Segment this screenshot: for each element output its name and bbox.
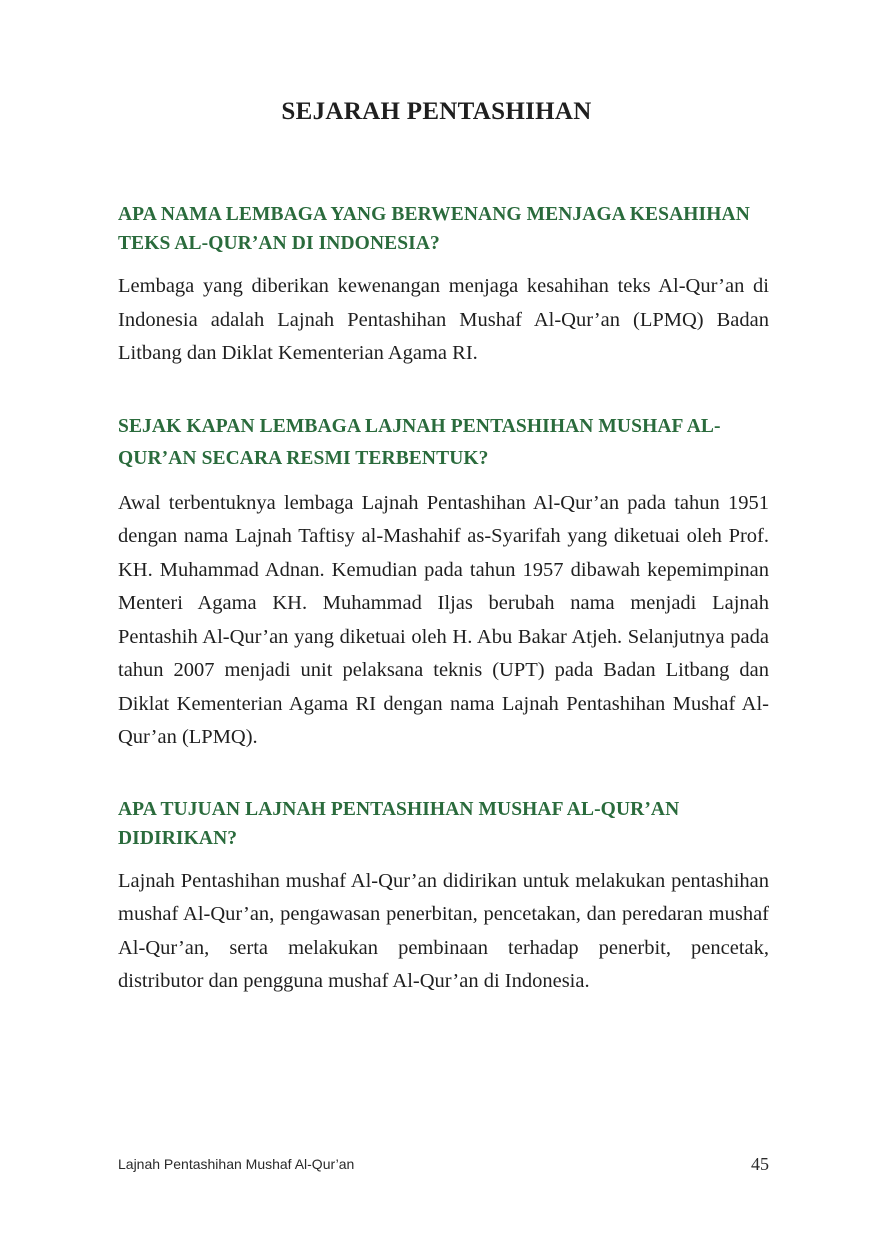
question-heading: SEJAK KAPAN LEMBAGA LAJNAH PENTASHIHAN MUSHAF AL-QUR’AN SECARA RESMI TERBENTUK? bbox=[118, 415, 721, 469]
page-title: SEJARAH PENTASHIHAN bbox=[281, 98, 592, 125]
running-title: Lajnah Pentashihan Mushaf Al-Qur’an bbox=[118, 1156, 355, 1172]
answer-paragraph: Awal terbentuknya lembaga Lajnah Pentashihan Al-Qur’an pada tahun 1951 dengan nama Lajnah Taftisy al-Mashahif as-Syarifah yang diketuai oleh Prof. KH. Muhammad Adnan. Kemudian pada tahun 1957 dibawah kepemimpinan Menteri Agama KH. Muhammad Iljas berubah nama menjadi Lajnah Pentashih Al-Qur’an yang diketuai oleh H. Abu Bakar Atjeh. Selanjutnya pada tahun 2007 menjadi unit pelaksana teknis (UPT) pada Badan Litbang dan Diklat Kementerian Agama RI dengan nama Lajnah Pentashihan Mushaf Al-Qur’an (LPMQ). bbox=[118, 491, 769, 748]
question-heading: APA TUJUAN LAJNAH PENTASHIHAN MUSHAF AL-QUR’AN DIDIRIKAN? bbox=[118, 798, 680, 849]
answer-paragraph: Lembaga yang diberikan kewenangan menjaga kesahihan teks Al-Qur’an di Indonesia adalah Lajnah Pentashihan Mushaf Al-Qur’an (LPMQ) Badan Litbang dan Diklat Kementerian Agama RI. bbox=[118, 275, 769, 364]
answer-paragraph: Lajnah Pentashihan mushaf Al-Qur’an didirikan untuk melakukan pentashihan mushaf Al-Qur’an, pengawasan penerbitan, pencetakan, dan peredaran mushaf Al-Qur’an, serta melakukan pembinaan terhadap penerbit, pencetak, distributor dan pengguna mushaf Al-Qur’an di Indonesia. bbox=[118, 869, 769, 992]
document-body bbox=[118, 200, 769, 1039]
page-number: 45 bbox=[751, 1154, 769, 1174]
faq-section-2 bbox=[118, 411, 769, 755]
question-heading: APA NAMA LEMBAGA YANG BERWENANG MENJAGA KESAHIHAN TEKS AL-QUR’AN DI INDONESIA? bbox=[118, 204, 750, 254]
faq-section-3 bbox=[118, 795, 769, 999]
faq-section-1 bbox=[118, 200, 769, 371]
page-footer bbox=[118, 1156, 769, 1172]
